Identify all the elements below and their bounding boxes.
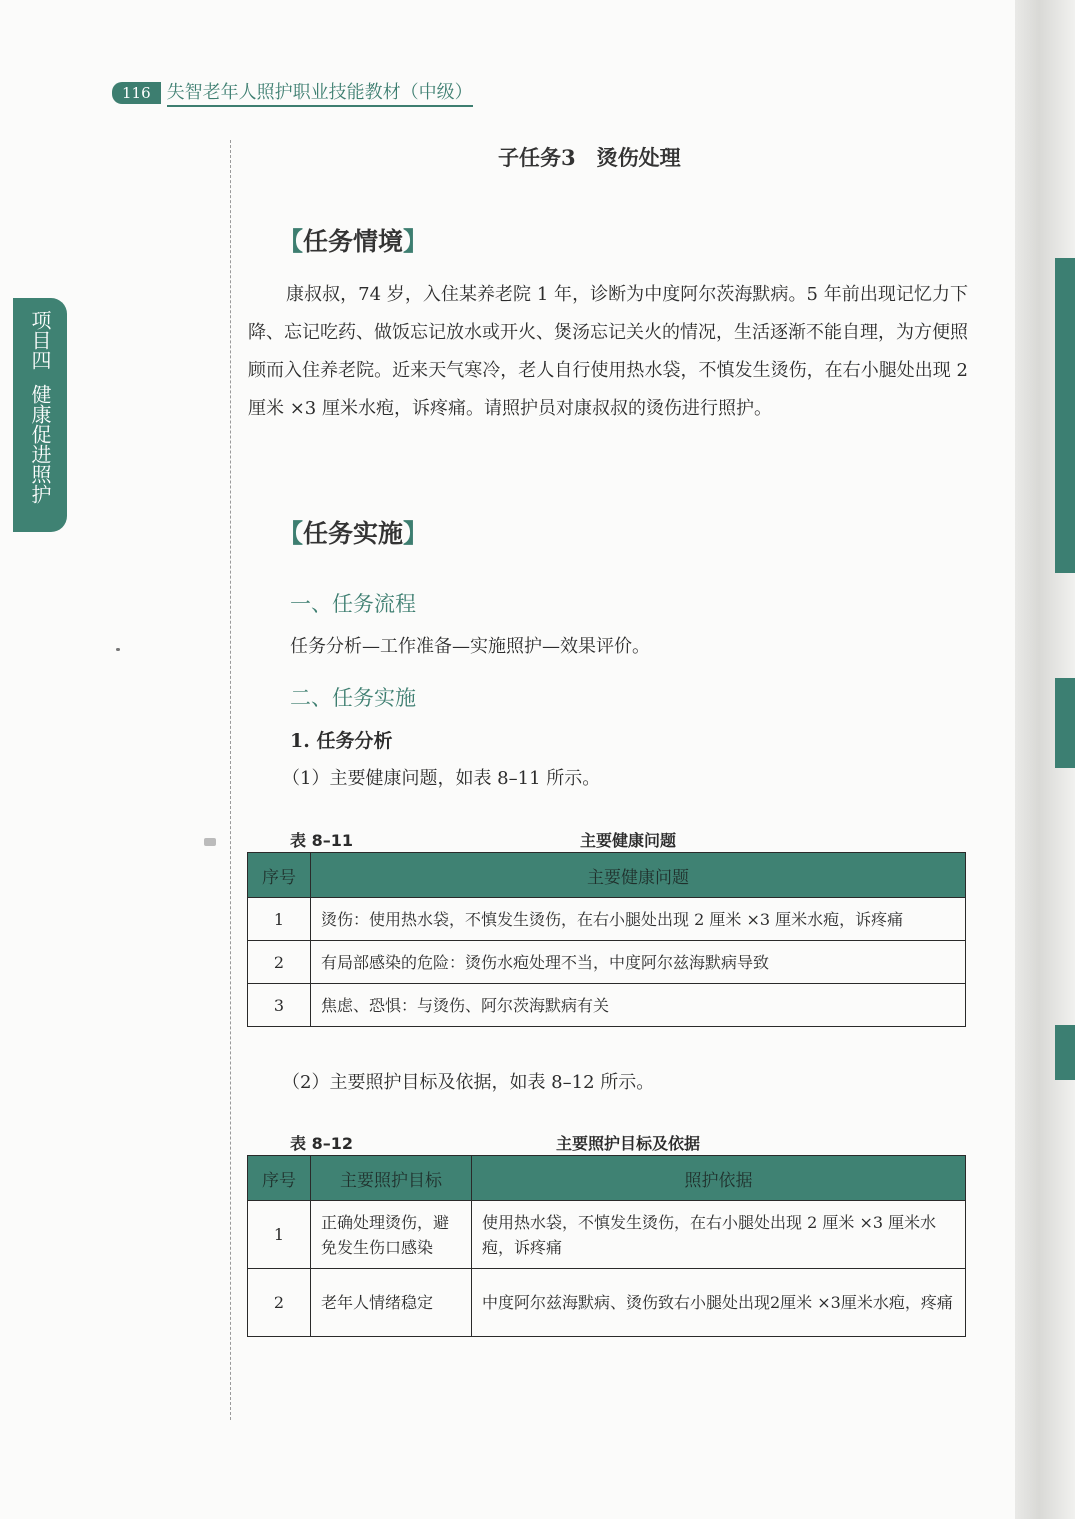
gutter-tab <box>1055 258 1075 573</box>
item-health-problems: （1）主要健康问题，如表 8–11 所示。 <box>282 768 601 789</box>
book-title: 失智老年人照护职业技能教材（中级） <box>167 78 473 107</box>
table-row <box>248 1201 966 1269</box>
scenario-paragraph: 康叔叔，74 岁，入住某养老院 1 年，诊断为中度阿尔茨海默病。5 年前出现记忆力下降、忘记吃药、做饭忘记放水或开火、煲汤忘记关火的情况，生活逐渐不能自理，为方便照顾而入住养老院。近来天气寒冷，老人自行使用热水袋，不慎发生烫伤，在右小腿处出现 2 厘米 ×3 厘米水疱，诉疼痛。请照护员对康叔叔的烫伤进行照护。 <box>248 284 968 419</box>
gutter-tab <box>1055 678 1075 768</box>
table-cell: 1 <box>248 1201 311 1269</box>
scan-speck <box>116 648 120 651</box>
book-gutter <box>1015 0 1075 1519</box>
column-header: 照护依据 <box>472 1156 966 1201</box>
table-cell: 正确处理烫伤，避免发生伤口感染 <box>311 1201 472 1269</box>
page-header <box>112 78 473 107</box>
table1-caption <box>290 828 966 851</box>
table-cell: 有局部感染的危险：烫伤水疱处理不当，中度阿尔兹海默病导致 <box>311 941 966 984</box>
table2-caption <box>290 1131 966 1154</box>
table1-title: 主要健康问题 <box>579 831 676 850</box>
table-care-goals <box>247 1155 966 1337</box>
table-cell: 使用热水袋，不慎发生烫伤，在右小腿处出现 2 厘米 ×3 厘米水疱，诉疼痛 <box>472 1201 966 1269</box>
table-cell: 老年人情绪稳定 <box>311 1269 472 1337</box>
table-cell: 烫伤：使用热水袋，不慎发生烫伤，在右小腿处出现 2 厘米 ×3 厘米水疱，诉疼痛 <box>311 898 966 941</box>
item-care-goals: （2）主要照护目标及依据，如表 8–12 所示。 <box>282 1072 655 1093</box>
table-cell: 2 <box>248 1269 311 1337</box>
table-cell: 2 <box>248 941 311 984</box>
column-header: 序号 <box>248 853 311 898</box>
table-row <box>248 898 966 941</box>
section-heading-implementation: 【任务实施】 <box>278 519 429 548</box>
table-header-row <box>248 1156 966 1201</box>
table2-label: 表 8–12 <box>290 1134 353 1153</box>
table-cell: 焦虑、恐惧：与烫伤、阿尔茨海默病有关 <box>311 984 966 1027</box>
table-cell: 1 <box>248 898 311 941</box>
table-cell: 3 <box>248 984 311 1027</box>
table-cell: 中度阿尔兹海默病、烫伤致右小腿处出现2厘米 ×3厘米水疱，疼痛 <box>472 1269 966 1337</box>
table1-label: 表 8–11 <box>290 831 353 850</box>
side-tab-topic: 健康促进照护 <box>28 384 52 504</box>
impl-heading: 二、任务实施 <box>290 686 416 710</box>
page-number: 116 <box>112 82 161 104</box>
column-header: 序号 <box>248 1156 311 1201</box>
table-row <box>248 984 966 1027</box>
flow-text: 任务分析—工作准备—实施照护—效果评价。 <box>290 636 650 657</box>
column-header: 主要照护目标 <box>311 1156 472 1201</box>
subtask-title: 子任务3 烫伤处理 <box>498 145 681 170</box>
section-heading-scenario: 【任务情境】 <box>278 227 429 256</box>
table-header-row <box>248 853 966 898</box>
table-row <box>248 1269 966 1337</box>
table2-title: 主要照护目标及依据 <box>555 1134 700 1153</box>
table-health-problems <box>247 852 966 1027</box>
side-section-tab <box>13 298 67 532</box>
side-tab-project: 项目四 <box>28 310 52 370</box>
scan-speck <box>204 838 216 846</box>
table-row <box>248 941 966 984</box>
column-header: 主要健康问题 <box>311 853 966 898</box>
flow-heading: 一、任务流程 <box>290 592 416 616</box>
task-analysis-heading: 1. 任务分析 <box>290 730 393 752</box>
gutter-tab <box>1055 1025 1075 1080</box>
margin-dashed-line <box>230 140 231 1420</box>
